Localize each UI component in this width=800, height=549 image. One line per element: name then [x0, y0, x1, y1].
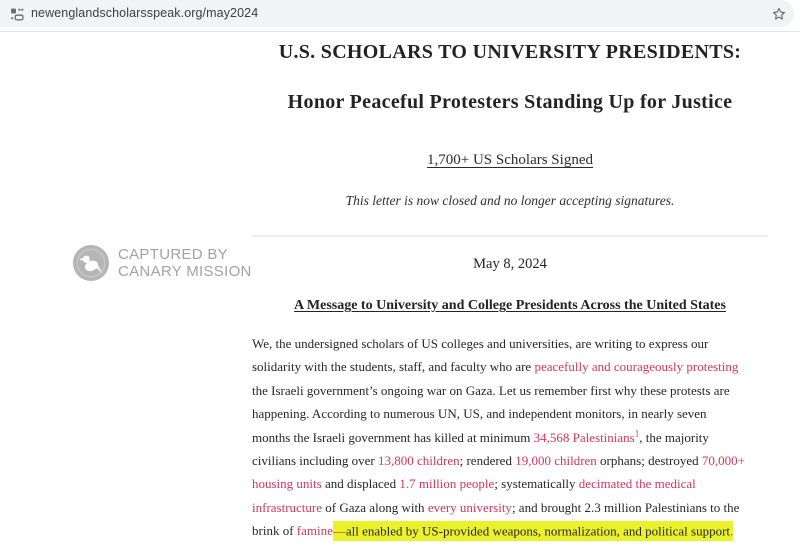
- body-text: ; rendered: [459, 453, 516, 469]
- body-text: of Gaza along with: [322, 499, 428, 515]
- inline-link[interactable]: decimated the medical: [578, 476, 696, 492]
- body-text: months the Israeli government has killed at minimum: [252, 429, 534, 445]
- paragraph-line: [252, 496, 777, 519]
- letter-closed-notice: This letter is now closed and no longer accepting signatures.: [345, 193, 675, 208]
- body-text: orphans; destroyed: [596, 453, 702, 469]
- address-bar[interactable]: [0, 0, 794, 27]
- paragraph-line: [252, 332, 777, 355]
- body-text: ; and brought 2.3 million Palestinians to the: [511, 499, 740, 515]
- body-text: , the majority: [639, 429, 709, 445]
- inline-link[interactable]: peacefully and courageously protesting: [534, 359, 739, 375]
- inline-link[interactable]: 1.7 million people: [399, 476, 495, 492]
- body-text: civilians including over: [252, 453, 379, 469]
- body-text: happening. According to numerous UN, US, and independent monitors, in nearly seven: [252, 406, 707, 422]
- paragraph-line: [252, 379, 777, 402]
- inline-link[interactable]: every university: [427, 499, 512, 515]
- watermark-line2: CANARY MISSION: [118, 263, 252, 280]
- letter-date: May 8, 2024: [473, 256, 547, 272]
- paragraph-line: [252, 355, 777, 378]
- signed-count-row: [252, 151, 768, 169]
- inline-link[interactable]: 70,000+: [701, 453, 745, 469]
- inline-link[interactable]: housing units: [252, 476, 322, 492]
- letter-title-line1: U.S. SCHOLARS TO UNIVERSITY PRESIDENTS:: [278, 41, 742, 63]
- paragraph-line: [252, 402, 777, 425]
- inline-link[interactable]: 34,568 Palestinians: [533, 429, 635, 445]
- message-heading: A Message to University and College Presidents Across the United States: [294, 298, 726, 313]
- paragraph-line: [252, 426, 777, 449]
- paragraph-line: [252, 519, 777, 542]
- body-text: all enabled by US-provided weapons, normalization, and political support: [346, 521, 730, 541]
- letter-title-line2: Honor Peaceful Protesters Standing Up for Justice: [287, 91, 733, 113]
- body-text: and displaced: [321, 476, 400, 492]
- watermark-line1: CAPTURED BY: [118, 246, 228, 263]
- canary-mission-watermark: [72, 244, 252, 282]
- body-text: We, the undersigned scholars of US colleges and universities, are writing to express our: [252, 336, 709, 351]
- horizontal-rule: [252, 235, 768, 237]
- tab-groups-icon[interactable]: [10, 7, 24, 21]
- body-text: brink of: [252, 523, 297, 539]
- body-text: the Israeli government’s ongoing war on Gaza. Let us remember first why these protests are: [252, 382, 730, 398]
- letter-paragraph: [252, 332, 777, 543]
- inline-link[interactable]: 19,000 children: [515, 453, 597, 469]
- inline-link[interactable]: —: [333, 521, 346, 541]
- inline-link[interactable]: 13,800 children: [378, 453, 460, 469]
- browser-chrome: [0, 0, 800, 32]
- inline-link[interactable]: .: [730, 521, 733, 541]
- body-text: solidarity with the students, staff, and faculty who are: [252, 359, 535, 375]
- body-text: ; systematically: [494, 476, 579, 492]
- inline-link[interactable]: infrastructure: [252, 499, 323, 515]
- url-text[interactable]: newenglandscholarsspeak.org/may2024: [31, 6, 259, 20]
- paragraph-line: [252, 449, 777, 472]
- inline-link[interactable]: 1: [634, 428, 640, 439]
- chrome-divider: [0, 31, 800, 32]
- bookmark-star-icon[interactable]: [771, 6, 787, 22]
- canary-bird-icon: [72, 244, 110, 282]
- paragraph-line: [252, 472, 777, 495]
- inline-link[interactable]: famine: [296, 523, 333, 539]
- scholars-signed-link[interactable]: 1,700+ US Scholars Signed: [427, 152, 593, 168]
